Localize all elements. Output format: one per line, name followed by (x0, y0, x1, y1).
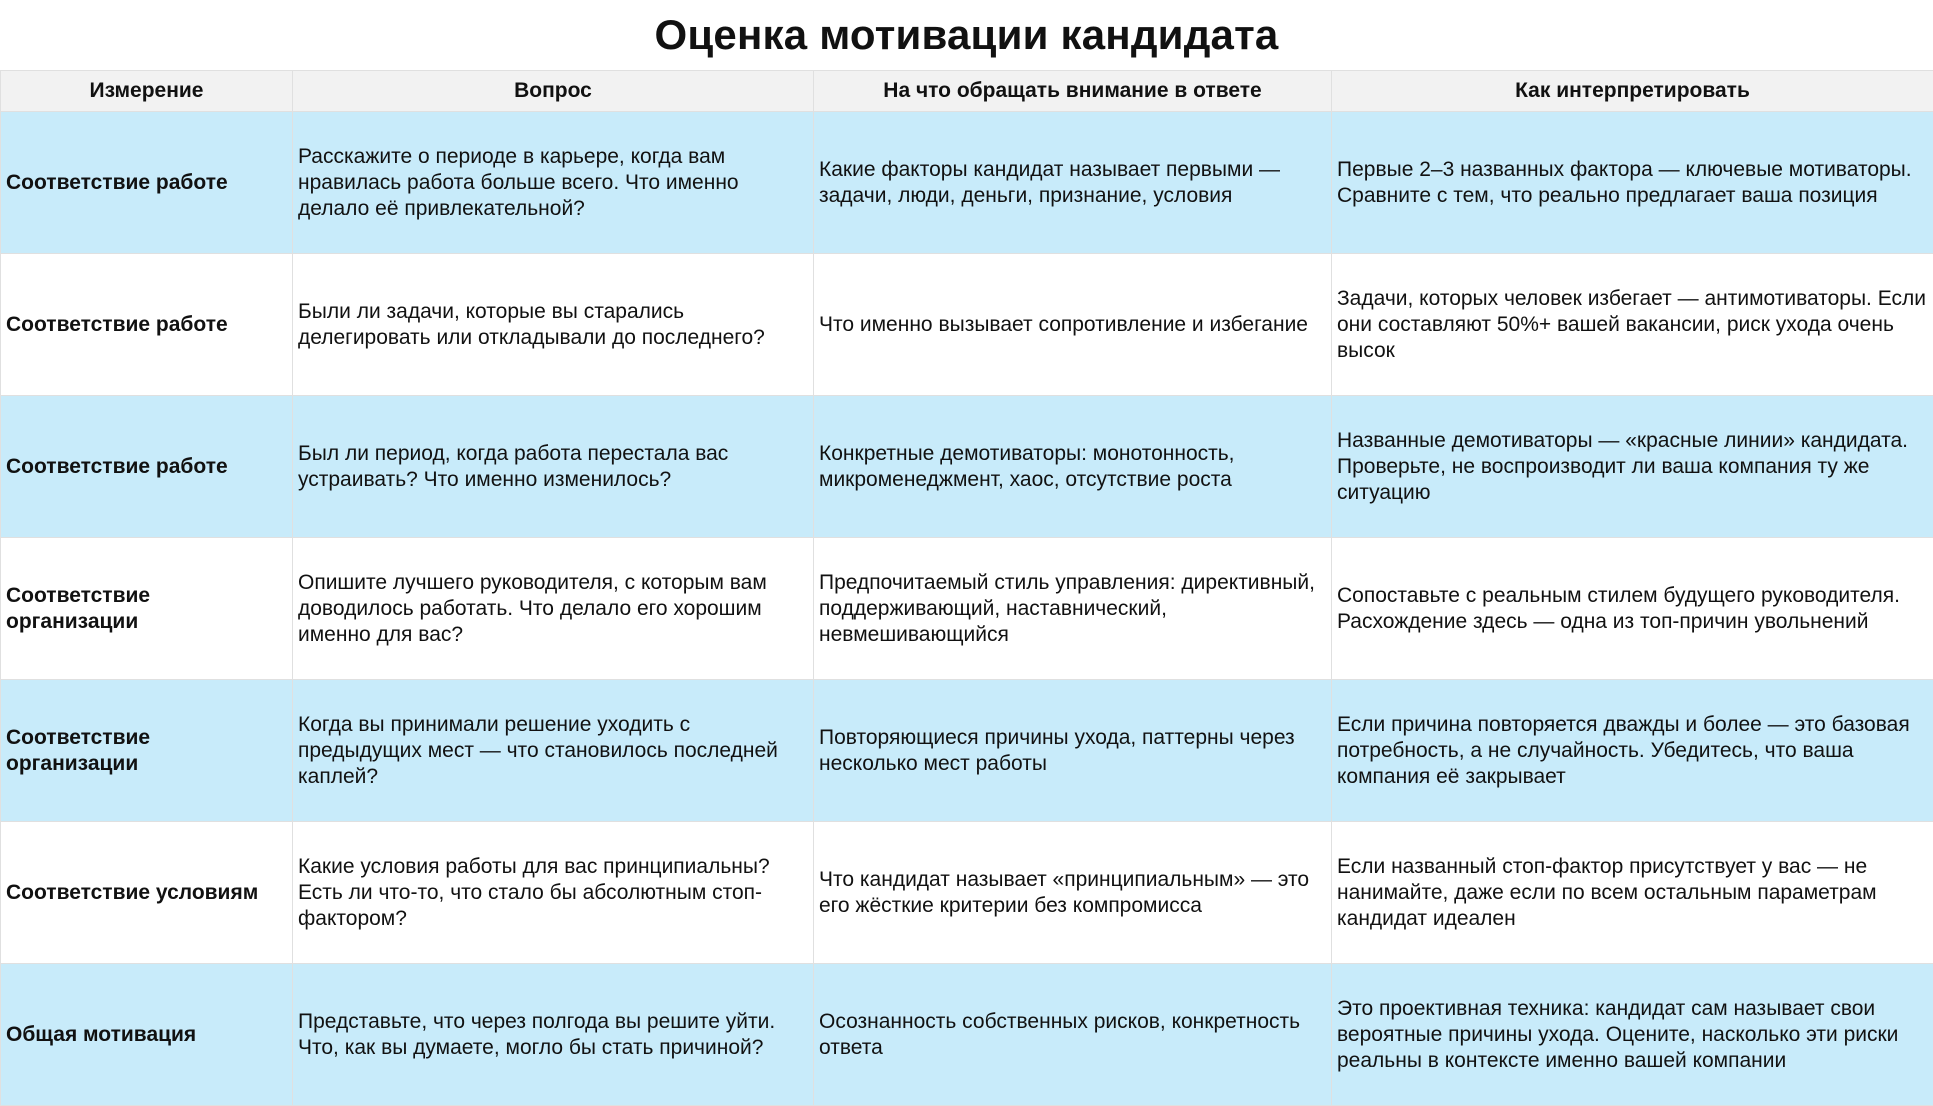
cell-attention: Что именно вызывает сопротивление и избегание (814, 254, 1332, 396)
cell-question: Был ли период, когда работа перестала вас устраивать? Что именно изменилось? (293, 396, 814, 538)
cell-dimension: Соответствие работе (1, 254, 293, 396)
cell-interpret: Сопоставьте с реальным стилем будущего руководителя. Расхождение здесь — одна из топ-причин увольнений (1332, 538, 1933, 680)
table-row (1, 396, 1933, 538)
cell-question: Представьте, что через полгода вы решите уйти. Что, как вы думаете, могло бы стать причиной? (293, 964, 814, 1106)
cell-question: Были ли задачи, которые вы старались делегировать или откладывали до последнего? (293, 254, 814, 396)
table-row (1, 112, 1933, 254)
cell-attention: Какие факторы кандидат называет первыми — задачи, люди, деньги, признание, условия (814, 112, 1332, 254)
header-question: Вопрос (293, 71, 814, 112)
cell-dimension: Соответствие работе (1, 396, 293, 538)
cell-dimension: Соответствие работе (1, 112, 293, 254)
cell-question: Расскажите о периоде в карьере, когда вам нравилась работа больше всего. Что именно делало её привлекательной? (293, 112, 814, 254)
motivation-table (0, 70, 1933, 1106)
header-interpret: Как интерпретировать (1332, 71, 1933, 112)
cell-attention: Предпочитаемый стиль управления: директивный, поддерживающий, наставнический, невмешивающийся (814, 538, 1332, 680)
header-attention: На что обращать внимание в ответе (814, 71, 1332, 112)
cell-interpret: Названные демотиваторы — «красные линии» кандидата. Проверьте, не воспроизводит ли ваша компания ту же ситуацию (1332, 396, 1933, 538)
table-row (1, 680, 1933, 822)
cell-attention: Что кандидат называет «принципиальным» — это его жёсткие критерии без компромисса (814, 822, 1332, 964)
cell-question: Какие условия работы для вас принципиальны? Есть ли что-то, что стало бы абсолютным стоп-фактором? (293, 822, 814, 964)
table-row (1, 538, 1933, 680)
cell-question: Опишите лучшего руководителя, с которым вам доводилось работать. Что делало его хорошим именно для вас? (293, 538, 814, 680)
table-row (1, 254, 1933, 396)
cell-interpret: Задачи, которых человек избегает — антимотиваторы. Если они составляют 50%+ вашей вакансии, риск ухода очень высок (1332, 254, 1933, 396)
cell-dimension: Общая мотивация (1, 964, 293, 1106)
cell-dimension: Соответствие организации (1, 538, 293, 680)
cell-question: Когда вы принимали решение уходить с предыдущих мест — что становилось последней каплей? (293, 680, 814, 822)
cell-dimension: Соответствие условиям (1, 822, 293, 964)
cell-attention: Конкретные демотиваторы: монотонность, микроменеджмент, хаос, отсутствие роста (814, 396, 1332, 538)
cell-attention: Повторяющиеся причины ухода, паттерны через несколько мест работы (814, 680, 1332, 822)
page-title: Оценка мотивации кандидата (0, 0, 1933, 70)
cell-dimension: Соответствие организации (1, 680, 293, 822)
cell-interpret: Это проективная техника: кандидат сам называет свои вероятные причины ухода. Оцените, насколько эти риски реальны в контексте именно вашей компании (1332, 964, 1933, 1106)
cell-attention: Осознанность собственных рисков, конкретность ответа (814, 964, 1332, 1106)
cell-interpret: Первые 2–3 названных фактора — ключевые мотиваторы. Сравните с тем, что реально предлагает ваша позиция (1332, 112, 1933, 254)
cell-interpret: Если причина повторяется дважды и более — это базовая потребность, а не случайность. Убедитесь, что ваша компания её закрывает (1332, 680, 1933, 822)
table-row (1, 964, 1933, 1106)
cell-interpret: Если названный стоп-фактор присутствует у вас — не нанимайте, даже если по всем остальным параметрам кандидат идеален (1332, 822, 1933, 964)
table-header-row (1, 71, 1933, 112)
table-row (1, 822, 1933, 964)
header-dimension: Измерение (1, 71, 293, 112)
